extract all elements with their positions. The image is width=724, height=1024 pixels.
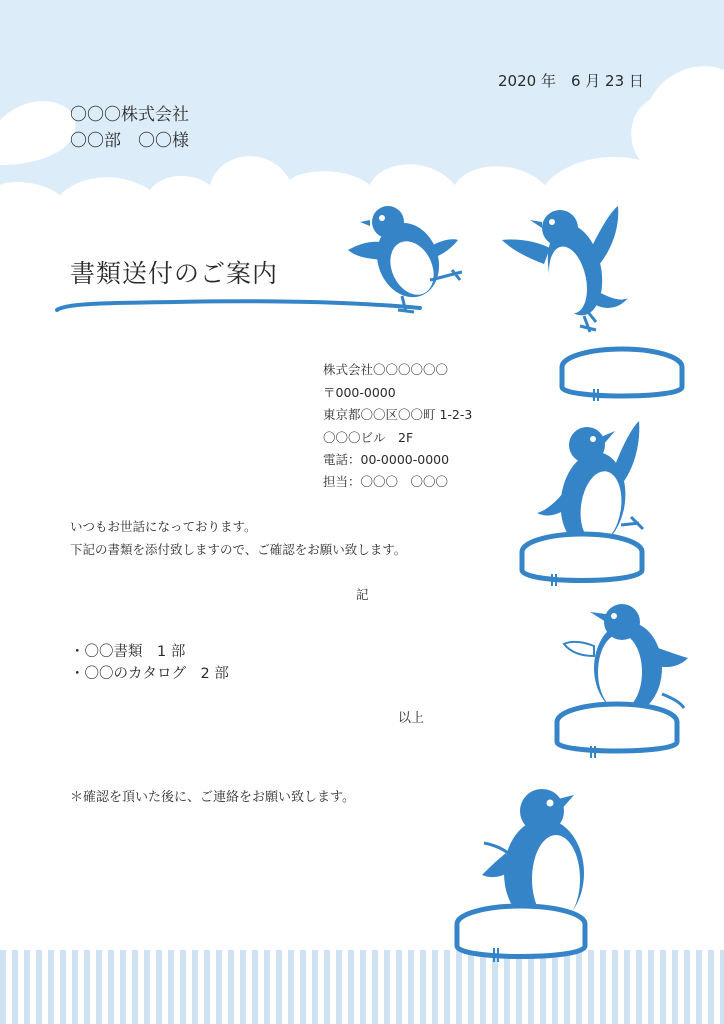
list-item: ・〇〇書類 1 部 (70, 644, 186, 660)
ijou-closing: 以上 (398, 711, 425, 726)
ice-platform-icon (452, 902, 590, 974)
body-line-1: いつもお世話になっております。 (70, 519, 257, 534)
page-title: 書類送付のご案内 (70, 259, 279, 288)
recipient-company: 〇〇〇株式会社 (70, 105, 189, 125)
ice-platform-icon (516, 530, 648, 598)
sender-phone: 電話：00-0000-0000 (323, 452, 450, 467)
ki-heading: 記 (356, 587, 369, 602)
footnote: ＊確認を頂いた後に、ご連絡をお願い致します。 (70, 790, 355, 805)
body-line-2: 下記の書類を添付致しますので、ご確認をお願い致します。 (70, 542, 407, 557)
list-item: ・〇〇のカタログ 2 部 (70, 666, 229, 682)
sender-address: 東京都〇〇区〇〇町 1-2-3 (323, 407, 473, 422)
ice-platform-icon (556, 345, 688, 415)
penguin-jumping-icon (500, 200, 630, 340)
letter-date: 2020 年 6 月 23 日 (498, 72, 644, 90)
sender-building: 〇〇〇ビル 2F (323, 430, 414, 445)
sender-company: 株式会社〇〇〇〇〇〇 (323, 362, 449, 377)
sender-postal: 〒000-0000 (323, 385, 396, 400)
penguin-skating-icon (340, 200, 475, 320)
recipient-person: 〇〇部 〇〇様 (70, 131, 189, 151)
ice-platform-icon (551, 700, 683, 770)
sender-contact: 担当：〇〇〇 〇〇〇 (323, 474, 449, 489)
striped-footer (0, 950, 724, 1024)
